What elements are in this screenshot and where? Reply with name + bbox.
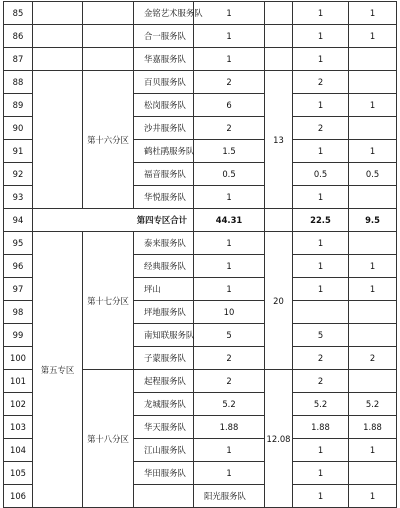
row-number: 91: [4, 140, 33, 163]
subtotal-cell: [265, 209, 293, 232]
value-cell: [349, 301, 397, 324]
value-cell: 5.2: [194, 393, 265, 416]
row-number: 96: [4, 255, 33, 278]
team-name: 华悦服务队: [134, 186, 194, 209]
row-number: 104: [4, 439, 33, 462]
row-number: 103: [4, 416, 33, 439]
subzone-cell: [83, 48, 134, 71]
value-cell: 1: [293, 439, 349, 462]
team-name: 福音服务队: [134, 163, 194, 186]
team-name: 江山服务队: [134, 439, 194, 462]
subzone-cell: [83, 25, 134, 48]
value-cell: [349, 71, 397, 94]
value-cell: 1.88: [194, 416, 265, 439]
table-row: [4, 232, 397, 255]
value-cell: 1: [293, 485, 349, 508]
value-cell: [349, 324, 397, 347]
value-cell: 5.2: [293, 393, 349, 416]
row-number: 106: [4, 485, 33, 508]
zone-total-value: 22.5: [293, 209, 349, 232]
subzone-cell: [83, 2, 134, 25]
zone-total-label: 第四专区合计: [33, 209, 194, 232]
row-number: 92: [4, 163, 33, 186]
value-cell: 2: [293, 347, 349, 370]
team-name: 沙井服务队: [134, 117, 194, 140]
value-cell: 1: [349, 278, 397, 301]
team-name: 松岗服务队: [134, 94, 194, 117]
subtotal-cell: [265, 2, 293, 25]
value-cell: 1: [194, 186, 265, 209]
team-name: 华天服务队: [134, 416, 194, 439]
team-name: 起程服务队: [134, 370, 194, 393]
zone-cell: [33, 25, 83, 48]
subzone-label: 第十七分区: [83, 232, 134, 370]
zone-total-value: 9.5: [349, 209, 397, 232]
team-name: 华田服务队: [134, 462, 194, 485]
team-name: 坪山: [134, 278, 194, 301]
zone-total-row: [4, 209, 397, 232]
subzone-label: 第十六分区: [83, 71, 134, 209]
subzone-total: 13: [265, 71, 293, 209]
row-number: 93: [4, 186, 33, 209]
team-name: 坪地服务队: [134, 301, 194, 324]
team-name: 南知联服务队: [134, 324, 194, 347]
value-cell: 5.2: [349, 393, 397, 416]
value-cell: 2: [293, 117, 349, 140]
team-name: 华嘉服务队: [134, 48, 194, 71]
team-name: 龙城服务队: [134, 393, 194, 416]
value-cell: 1: [194, 278, 265, 301]
value-cell: [293, 301, 349, 324]
row-number: 88: [4, 71, 33, 94]
value-cell: 1: [349, 25, 397, 48]
subzone-total: 12.08: [265, 370, 293, 508]
row-number: 89: [4, 94, 33, 117]
value-cell: 2: [194, 71, 265, 94]
row-number: 85: [4, 2, 33, 25]
zone-total-value: 44.31: [194, 209, 265, 232]
value-cell: 5: [194, 324, 265, 347]
value-cell: 5: [293, 324, 349, 347]
zone-cell: [33, 71, 83, 209]
row-number: 105: [4, 462, 33, 485]
table-row: [4, 48, 397, 71]
value-cell: 1: [293, 278, 349, 301]
value-cell: 2: [194, 117, 265, 140]
value-cell: 0.5: [349, 163, 397, 186]
value-cell: 6: [194, 94, 265, 117]
value-cell: [349, 370, 397, 393]
value-cell: 0.5: [293, 163, 349, 186]
value-cell: 10: [194, 301, 265, 324]
team-name: 合一服务队: [134, 25, 194, 48]
row-number: 90: [4, 117, 33, 140]
value-cell: 1: [349, 485, 397, 508]
value-cell: 1.88: [349, 416, 397, 439]
value-cell: 1: [194, 462, 265, 485]
value-cell: 1: [293, 255, 349, 278]
value-cell: 1: [293, 48, 349, 71]
value-cell: 1: [194, 2, 265, 25]
value-cell: 2: [349, 347, 397, 370]
donation-table: [3, 1, 397, 508]
team-name: 子蒙服务队: [134, 347, 194, 370]
zone-cell: [33, 48, 83, 71]
row-number: 97: [4, 278, 33, 301]
row-number: 94: [4, 209, 33, 232]
row-number: 102: [4, 393, 33, 416]
team-name: 泰来服务队: [134, 232, 194, 255]
value-cell: 1: [349, 94, 397, 117]
table-row: [4, 25, 397, 48]
value-cell: 1: [293, 462, 349, 485]
value-cell: 1: [349, 255, 397, 278]
value-cell: 1: [349, 2, 397, 25]
value-cell: 1.5: [194, 140, 265, 163]
subzone-label: 第十八分区: [83, 370, 134, 508]
value-cell: 1: [194, 255, 265, 278]
table-row: [4, 71, 397, 94]
value-cell: 2: [194, 370, 265, 393]
table-row: [4, 2, 397, 25]
value-cell: [349, 232, 397, 255]
value-cell: [349, 48, 397, 71]
row-number: 95: [4, 232, 33, 255]
zone-cell: [134, 485, 194, 508]
value-cell: [349, 462, 397, 485]
row-number: 101: [4, 370, 33, 393]
team-name: 阳光服务队: [194, 485, 265, 508]
value-cell: 1: [349, 439, 397, 462]
subtotal-cell: [265, 48, 293, 71]
row-number: 99: [4, 324, 33, 347]
team-name: 金铭艺术服务队: [134, 2, 194, 25]
value-cell: 1: [293, 2, 349, 25]
row-number: 100: [4, 347, 33, 370]
value-cell: 1: [293, 232, 349, 255]
subzone-total: 20: [265, 232, 293, 370]
subtotal-cell: [265, 25, 293, 48]
value-cell: 1.88: [293, 416, 349, 439]
value-cell: 2: [194, 347, 265, 370]
value-cell: 1: [293, 140, 349, 163]
value-cell: 2: [293, 71, 349, 94]
value-cell: 1: [293, 94, 349, 117]
zone-cell: [33, 2, 83, 25]
value-cell: 1: [194, 48, 265, 71]
value-cell: 1: [194, 25, 265, 48]
value-cell: 0.5: [194, 163, 265, 186]
value-cell: [349, 186, 397, 209]
team-name: 经典服务队: [134, 255, 194, 278]
value-cell: 2: [293, 370, 349, 393]
value-cell: 1: [194, 439, 265, 462]
row-number: 86: [4, 25, 33, 48]
value-cell: [349, 117, 397, 140]
row-number: 87: [4, 48, 33, 71]
zone-label: 第五专区: [33, 232, 83, 508]
team-name: 鹤杜鹃服务队: [134, 140, 194, 163]
row-number: 98: [4, 301, 33, 324]
value-cell: 1: [293, 186, 349, 209]
value-cell: 1: [194, 232, 265, 255]
team-name: 百贝服务队: [134, 71, 194, 94]
value-cell: 1: [293, 25, 349, 48]
value-cell: 1: [349, 140, 397, 163]
